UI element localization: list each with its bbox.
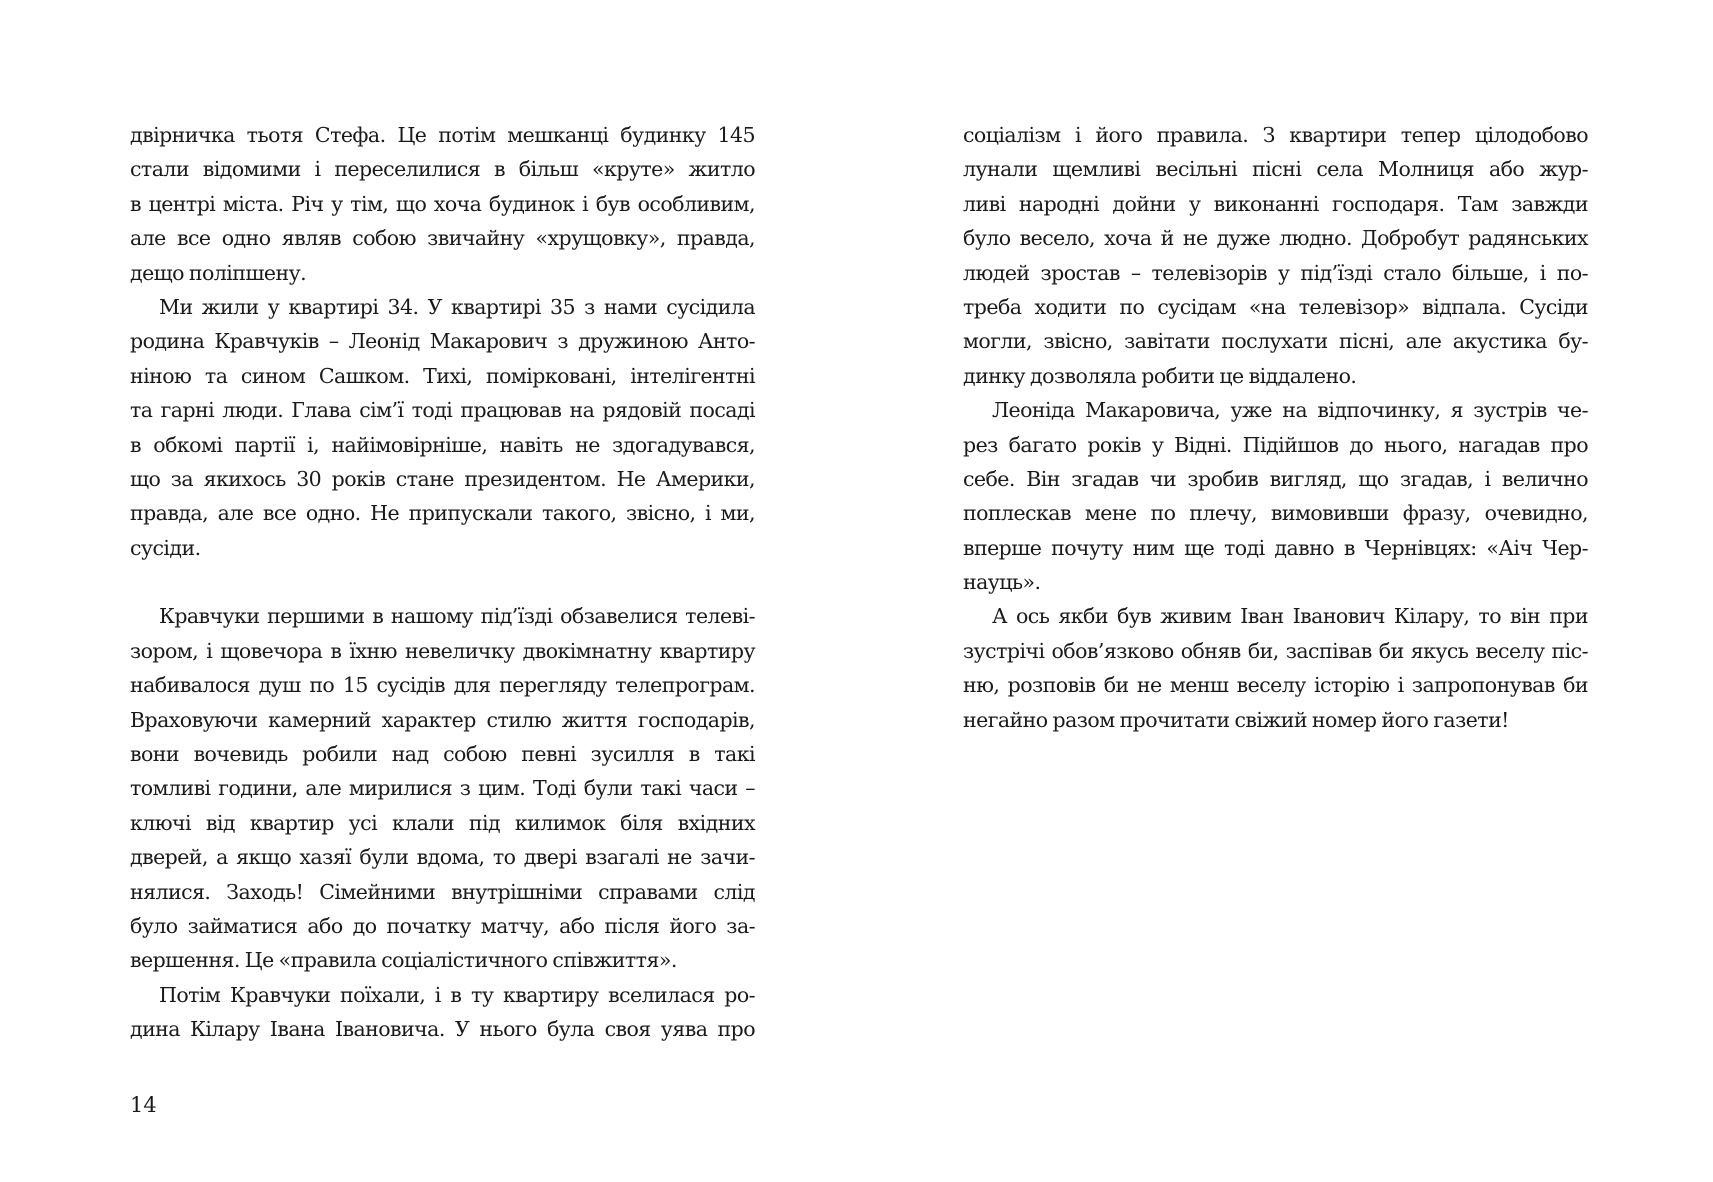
text-line: ню, розповів би не менш веселу історію і запропонував би (963, 673, 1588, 698)
text-line: ніною та сином Сашком. Тихі, поміркованi, інтелігентні (130, 363, 755, 388)
text-line: було весело, хоча й не дуже людно. Добробут радянських (963, 226, 1588, 251)
text-line: в обкомі партії і, найімовірніше, навіть не здогадувався, (130, 432, 755, 457)
text-line: Леоніда Макаровича, уже на відпочинку, я зустрів че- (992, 398, 1588, 423)
text-line: Кравчуки першими в нашому під’їзді обзавелися телеві- (159, 604, 755, 629)
text-line: Враховуючи камерний характер стилю життя господарів, (130, 707, 755, 732)
text-line: вершення. Це «правила соціалістичного співжиття». (130, 948, 677, 973)
text-line: вони вочевидь робили над собою певні зусилля в такі (130, 742, 755, 767)
text-line: рез багато років у Відні. Підійшов до нього, нагадав про (963, 432, 1588, 457)
text-line: людей зростав – телевізорів у під’їзді стало більше, і по- (963, 260, 1588, 285)
text-line: набивалося душ по 15 сусідів для перегляду телепрограм. (130, 673, 755, 698)
text-line: нялися. Заходь! Сімейними внутрішніми справами слід (130, 879, 755, 904)
text-line: Ми жили у квартирі 34. У квартирі 35 з нами сусідила (159, 294, 755, 319)
text-line: зором, і щовечора в їхню невеличку двокімнатну квартиру (130, 638, 755, 663)
text-line: та гарні люди. Глава сім’ї тоді працював на рядовій посаді (130, 398, 755, 423)
text-line: себе. Він згадав чи зробив вигляд, що згадав, і велично (963, 466, 1588, 491)
text-line: А ось якби був живим Іван Іванович Кілару, то він при (992, 604, 1588, 629)
text-line: сусіди. (130, 535, 201, 560)
text-line: стали відомими і переселилися в більш «круте» житло (130, 157, 755, 182)
text-line: треба ходити по сусідам «на телевізор» відпала. Сусіди (963, 294, 1588, 319)
text-line: родина Кравчуків – Леонід Макарович з дружиною Анто- (130, 329, 755, 354)
right-page-text-column (963, 118, 1588, 737)
text-line: дина Кілару Івана Івановича. У нього була своя уява про (130, 1017, 755, 1042)
text-line: науць». (963, 570, 1041, 595)
text-line: негайно разом прочитати свіжий номер його газети! (963, 707, 1509, 732)
left-page-text-column (130, 118, 755, 1047)
text-line: двірничка тьотя Стефа. Це потім мешканці будинку 145 (130, 123, 755, 147)
text-line: але все одно являв собою звичайну «хрущовку», правда, (130, 226, 755, 251)
text-line: правда, але все одно. Не припускали такого, звісно, і ми, (130, 501, 755, 526)
text-line: поплескав мене по плечу, вимовивши фразу, очевидно, (963, 501, 1588, 526)
text-line: що за якихось 30 років стане президентом. Не Америки, (130, 466, 755, 491)
blank-line (130, 565, 755, 599)
text-line: вперше почуту ним ще тоді давно в Чернівцях: «Аіч Чер- (963, 535, 1588, 560)
text-line: томливі години, але мирилися з цим. Тоді були такі часи – (130, 776, 755, 801)
text-line: дверей, а якщо хазяї були вдома, то двері взагалі не зачи- (130, 845, 755, 870)
text-line: зустрічі обов’язково обняв би, заспівав би якусь веселу піс- (963, 638, 1588, 663)
page-number: 14 (130, 1093, 157, 1117)
text-line: соціалізм і його правила. З квартири тепер цілодобово (963, 123, 1588, 147)
text-line: могли, звісно, завітати послухати пісні, але акустика бу- (963, 329, 1588, 354)
text-line: ключі від квартир усі клали під килимок біля вхідних (130, 810, 755, 835)
text-line: Потім Кравчуки поїхали, і в ту квартиру вселилася ро- (159, 982, 755, 1007)
text-line: було займатися або до початку матчу, або після його за- (130, 913, 755, 938)
text-line: лунали щемливі весільні пісні села Молниця або жур- (963, 157, 1588, 182)
text-line: ливі народні дойни у виконанні господаря. Там завжди (963, 191, 1588, 216)
text-line: в центрі міста. Річ у тім, що хоча будинок і був особливим, (130, 191, 755, 216)
text-line: динку дозволяла робити це віддалено. (963, 363, 1357, 388)
text-line: дещо поліпшену. (130, 260, 307, 285)
